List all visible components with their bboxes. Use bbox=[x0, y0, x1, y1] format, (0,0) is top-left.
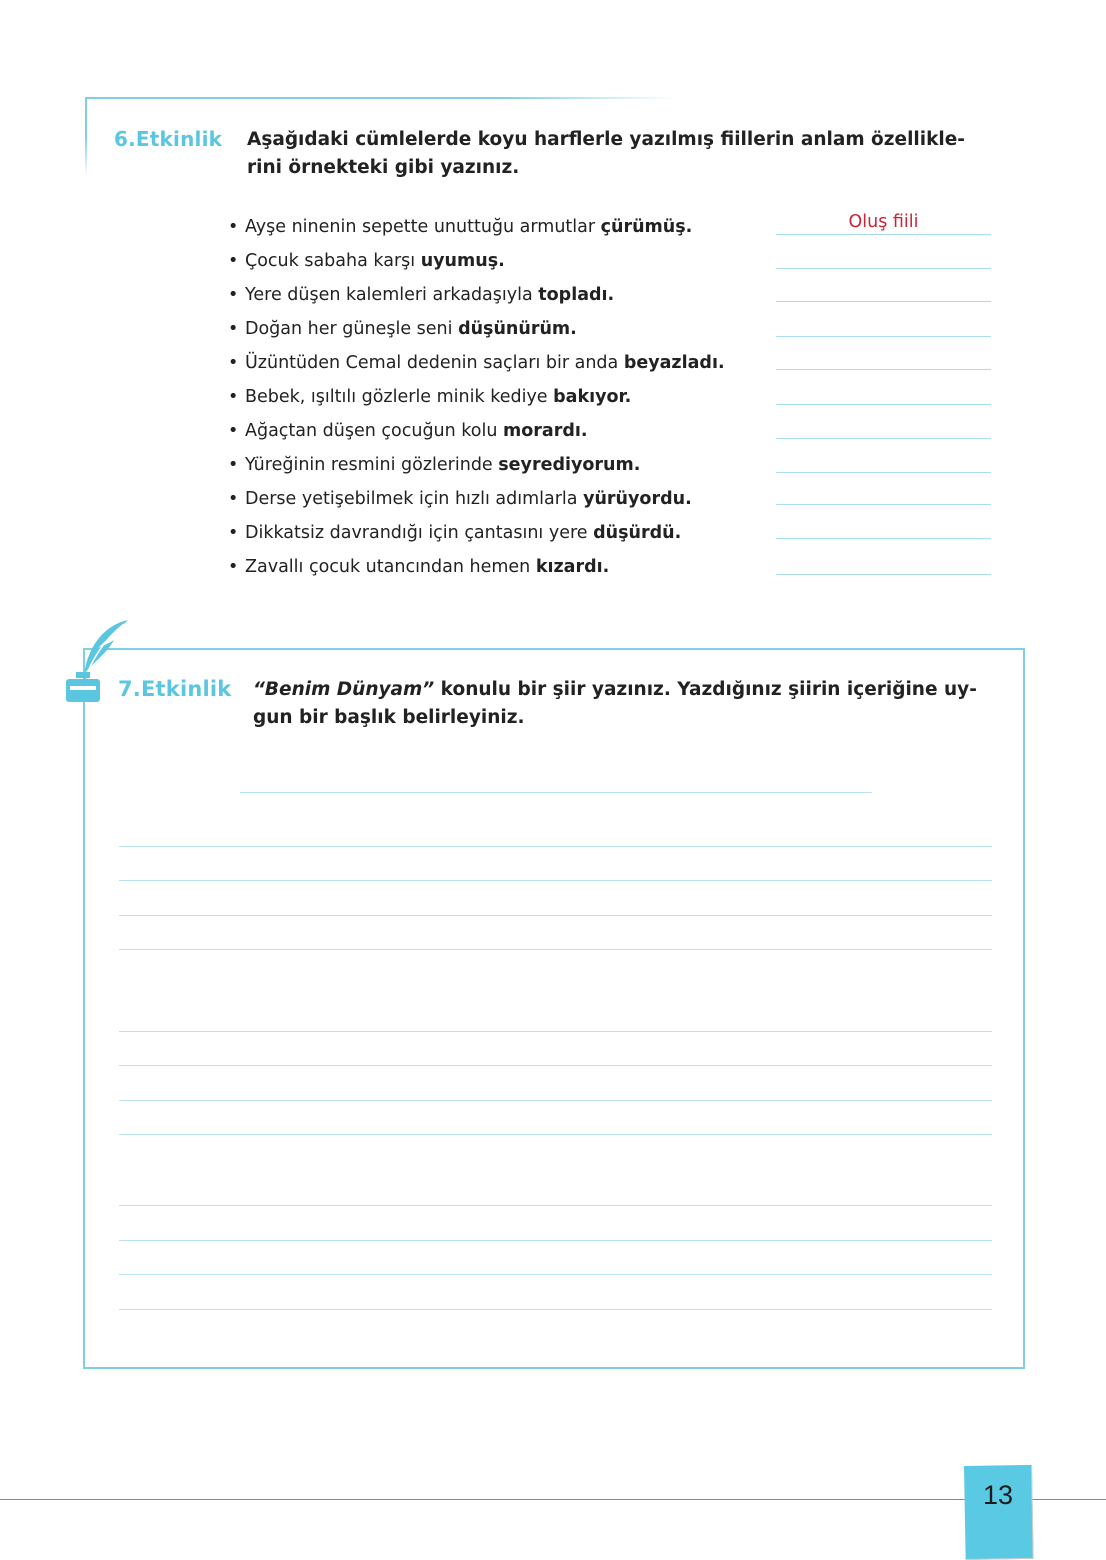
activity6-instruction-line2: rini örnekteki gibi yazınız. bbox=[247, 157, 520, 178]
bullet-icon: • bbox=[228, 251, 239, 271]
activity6-item-text: Bebek, ışıltılı gözlerle minik kediye bbox=[245, 387, 554, 407]
activity6-answer: Oluş fiili bbox=[848, 212, 919, 232]
activity6-answer-line[interactable] bbox=[776, 369, 991, 370]
activity6-label: 6.Etkinlik bbox=[114, 127, 223, 151]
inkwell-icon bbox=[64, 670, 102, 704]
poem-writing-line[interactable] bbox=[119, 880, 992, 881]
activity6-instruction-line1: Aşağıdaki cümlelerde koyu harflerle yazılmış fiillerin anlam özellikle- bbox=[247, 129, 965, 150]
activity6-item-text: Yere düşen kalemleri arkadaşıyla bbox=[245, 285, 539, 305]
activity7-topic: “Benim Dünyam” bbox=[253, 679, 435, 700]
activity6-item bbox=[228, 484, 692, 514]
activity6-item-verb: beyazladı. bbox=[623, 353, 725, 373]
activity6-frame-top bbox=[86, 97, 676, 99]
activity6-item bbox=[228, 314, 577, 344]
activity7-box bbox=[83, 648, 1025, 1369]
activity6-frame-left bbox=[85, 97, 87, 177]
activity6-item-text: Çocuk sabaha karşı bbox=[245, 251, 421, 271]
activity6-item-text: Yüreğinin resmini gözlerinde bbox=[245, 455, 499, 475]
poem-title-line[interactable] bbox=[240, 792, 872, 793]
activity6-item-verb: düşürdü. bbox=[593, 523, 682, 543]
activity6-answer-line[interactable] bbox=[776, 268, 991, 269]
bullet-icon: • bbox=[228, 387, 239, 407]
bullet-icon: • bbox=[228, 217, 239, 237]
activity6-item bbox=[228, 348, 725, 378]
bullet-icon: • bbox=[228, 523, 239, 543]
activity6-answer-line[interactable] bbox=[776, 504, 991, 505]
poem-writing-line[interactable] bbox=[119, 1031, 992, 1032]
page-number: 13 bbox=[982, 1480, 1014, 1510]
bullet-icon: • bbox=[228, 319, 239, 339]
poem-writing-line[interactable] bbox=[119, 1274, 992, 1275]
activity6-item-text: Derse yetişebilmek için hızlı adımlarla bbox=[245, 489, 584, 509]
activity6-item-verb: kızardı. bbox=[535, 557, 610, 577]
poem-writing-line[interactable] bbox=[119, 915, 992, 916]
activity7-instruction-line1 bbox=[253, 676, 993, 704]
activity6-item-verb: çürümüş. bbox=[600, 217, 693, 237]
activity6-item bbox=[228, 280, 614, 310]
activity6-item bbox=[228, 450, 640, 480]
activity6-item-verb: seyrediyorum. bbox=[498, 455, 641, 475]
activity6-item-verb: yürüyordu. bbox=[583, 489, 692, 509]
activity6-item bbox=[228, 246, 505, 276]
activity6-item-text: Ayşe ninenin sepette unuttuğu armutlar bbox=[245, 217, 601, 237]
activity6-item-verb: düşünürüm. bbox=[458, 319, 577, 339]
poem-writing-line[interactable] bbox=[119, 1100, 992, 1101]
activity6-answer-line[interactable] bbox=[776, 438, 991, 439]
activity6-item-text: Dikkatsiz davrandığı için çantasını yere bbox=[245, 523, 594, 543]
activity7-label: 7.Etkinlik bbox=[118, 677, 232, 701]
activity6-item-text: Zavallı çocuk utancından hemen bbox=[245, 557, 536, 577]
activity6-item bbox=[228, 416, 588, 446]
activity6-item-verb: bakıyor. bbox=[553, 387, 632, 407]
poem-writing-line[interactable] bbox=[119, 1134, 992, 1135]
bullet-icon: • bbox=[228, 557, 239, 577]
activity6-item-verb: topladı. bbox=[538, 285, 615, 305]
activity6-item-verb: uyumuş. bbox=[420, 251, 505, 271]
activity6-item bbox=[228, 212, 692, 242]
poem-writing-line[interactable] bbox=[119, 1240, 992, 1241]
bullet-icon: • bbox=[228, 421, 239, 441]
activity7-instruction-rest: konulu bir şiir yazınız. Yazdığınız şiirin içeriğine uy- bbox=[434, 679, 977, 700]
poem-writing-line[interactable] bbox=[119, 1065, 992, 1066]
activity6-item-verb: morardı. bbox=[503, 421, 588, 441]
bullet-icon: • bbox=[228, 455, 239, 475]
activity6-answer-line[interactable] bbox=[776, 301, 991, 302]
activity7-instruction-line2: gun bir başlık belirleyiniz. bbox=[253, 707, 525, 728]
bullet-icon: • bbox=[228, 285, 239, 305]
activity6-answer-line[interactable] bbox=[776, 336, 991, 337]
activity6-answer-line[interactable] bbox=[776, 234, 991, 235]
activity6-item bbox=[228, 552, 609, 582]
activity6-answer-line[interactable] bbox=[776, 538, 991, 539]
bullet-icon: • bbox=[228, 353, 239, 373]
activity6-item-text: Üzüntüden Cemal dedenin saçları bir anda bbox=[245, 353, 624, 373]
activity6-item bbox=[228, 518, 681, 548]
activity6-instruction bbox=[247, 126, 1007, 182]
poem-writing-line[interactable] bbox=[119, 846, 992, 847]
activity6-item bbox=[228, 382, 631, 412]
page-footer-rule bbox=[0, 1499, 1106, 1500]
activity6-item-text: Ağaçtan düşen çocuğun kolu bbox=[245, 421, 504, 441]
poem-writing-line[interactable] bbox=[119, 1205, 992, 1206]
bullet-icon: • bbox=[228, 489, 239, 509]
activity7-instruction bbox=[253, 676, 993, 732]
activity6-answer-line[interactable] bbox=[776, 574, 991, 575]
activity6-answer-line[interactable] bbox=[776, 472, 991, 473]
poem-writing-line[interactable] bbox=[119, 949, 992, 950]
activity6-answer-line[interactable] bbox=[776, 404, 991, 405]
poem-writing-line[interactable] bbox=[119, 1309, 992, 1310]
activity6-item-text: Doğan her güneşle seni bbox=[245, 319, 459, 339]
